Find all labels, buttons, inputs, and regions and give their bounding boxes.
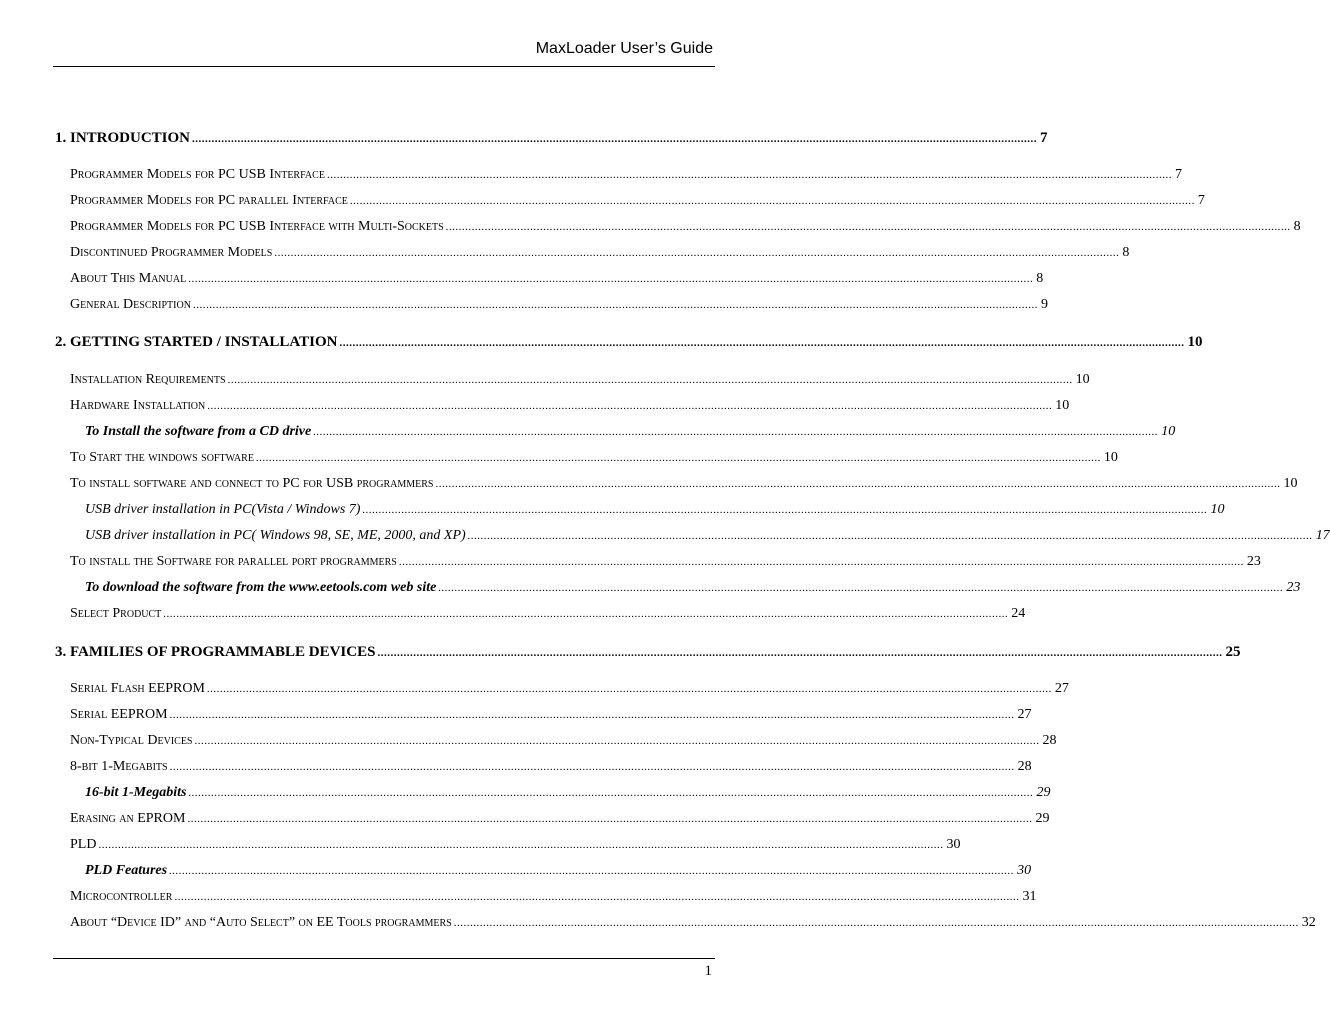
toc-chapter-entry[interactable]	[55, 644, 1241, 661]
toc-dot-leader: ....................................................................................................................................................................................................................................................................	[274, 247, 1120, 259]
toc-subsection-entry[interactable]	[85, 785, 1051, 801]
toc-section-entry[interactable]	[70, 837, 961, 853]
toc-dot-leader: ....................................................................................................................................................................................................................................................................	[187, 813, 1033, 825]
toc-entry-page: 27	[1017, 707, 1032, 722]
toc-entry-title: To Start the windows software	[70, 450, 254, 465]
toc-entry-title: 1. INTRODUCTION	[55, 130, 191, 146]
toc-entry-title: To Install the software from a CD drive	[85, 424, 312, 439]
toc-dot-leader: ....................................................................................................................................................................................................................................................................	[326, 169, 1172, 181]
toc-entry-page: 28	[1017, 759, 1032, 774]
toc-entry-page: 8	[1036, 271, 1044, 286]
toc-dot-leader: ....................................................................................................................................................................................................................................................................	[174, 891, 1020, 903]
toc-entry-page: 7	[1040, 130, 1048, 146]
toc-entry-title: About This Manual	[70, 271, 187, 286]
toc-entry-page: 25	[1225, 644, 1241, 660]
toc-entry-title: Programmer Models for PC USB Interface with Multi-Sockets	[70, 219, 444, 234]
toc-dot-leader: ....................................................................................................................................................................................................................................................................	[339, 337, 1185, 349]
toc-entry-page: 10	[1103, 450, 1118, 465]
toc-entry-title: Programmer Models for PC parallel Interface	[70, 193, 348, 208]
toc-entry-title: Serial Flash EEPROM	[70, 681, 205, 696]
toc-entry-title: USB driver installation in PC( Windows 98, SE, ME, 2000, and XP)	[85, 528, 466, 543]
toc-entry-title: 8-bit 1-Megabits	[70, 759, 168, 774]
toc-section-entry[interactable]	[70, 681, 1069, 697]
toc-entry-title: 2. GETTING STARTED / INSTALLATION	[55, 334, 338, 350]
toc-entry-title: PLD Features	[85, 863, 168, 878]
toc-dot-leader: ....................................................................................................................................................................................................................................................................	[453, 917, 1299, 929]
toc-chapter-entry[interactable]	[55, 130, 1048, 147]
toc-dot-leader: ....................................................................................................................................................................................................................................................................	[192, 299, 1038, 311]
toc-dot-leader: ....................................................................................................................................................................................................................................................................	[163, 608, 1009, 620]
toc-dot-leader: ....................................................................................................................................................................................................................................................................	[377, 647, 1223, 659]
toc-section-entry[interactable]	[70, 811, 1050, 827]
toc-dot-leader: ....................................................................................................................................................................................................................................................................	[169, 709, 1015, 721]
toc-entry-title: General Description	[70, 297, 191, 312]
toc-section-entry[interactable]	[70, 476, 1298, 492]
toc-section-entry[interactable]	[70, 245, 1130, 261]
toc-dot-leader: ....................................................................................................................................................................................................................................................................	[349, 195, 1195, 207]
toc-entry-page: 10	[1283, 476, 1298, 491]
toc-entry-page: 28	[1042, 733, 1057, 748]
toc-dot-leader: ....................................................................................................................................................................................................................................................................	[169, 761, 1015, 773]
toc-entry-page: 10	[1210, 502, 1225, 517]
toc-entry-page: 23	[1246, 554, 1261, 569]
toc-subsection-entry[interactable]	[85, 424, 1176, 440]
toc-dot-leader: ....................................................................................................................................................................................................................................................................	[194, 735, 1040, 747]
toc-subsection-entry[interactable]	[85, 863, 1032, 879]
toc-dot-leader: ....................................................................................................................................................................................................................................................................	[169, 865, 1015, 877]
toc-entry-title: USB driver installation in PC(Vista / Windows 7)	[85, 502, 361, 517]
toc-entry-title: Discontinued Programmer Models	[70, 245, 273, 260]
toc-entry-title: Hardware Installation	[70, 398, 206, 413]
toc-dot-leader: ....................................................................................................................................................................................................................................................................	[313, 426, 1159, 438]
toc-entry-page: 8	[1293, 219, 1301, 234]
toc-entry-title: Microcontroller	[70, 889, 173, 904]
footer-page-number: 1	[704, 963, 712, 979]
toc-dot-leader: ....................................................................................................................................................................................................................................................................	[98, 839, 944, 851]
toc-dot-leader: ....................................................................................................................................................................................................................................................................	[445, 221, 1291, 233]
toc-entry-page: 29	[1035, 811, 1050, 826]
toc-dot-leader: ....................................................................................................................................................................................................................................................................	[467, 530, 1313, 542]
toc-section-entry[interactable]	[70, 271, 1044, 287]
toc-dot-leader: ....................................................................................................................................................................................................................................................................	[192, 133, 1038, 145]
toc-dot-leader: ....................................................................................................................................................................................................................................................................	[227, 374, 1073, 386]
toc-entry-page: 7	[1197, 193, 1205, 208]
toc-entry-title: To download the software from the www.eetools.com web site	[85, 580, 437, 595]
toc-section-entry[interactable]	[70, 167, 1182, 183]
toc-entry-page: 24	[1011, 606, 1026, 621]
toc-dot-leader: ....................................................................................................................................................................................................................................................................	[206, 683, 1052, 695]
toc-entry-page: 10	[1055, 398, 1070, 413]
toc-dot-leader: ....................................................................................................................................................................................................................................................................	[398, 556, 1244, 568]
toc-entry-page: 29	[1036, 785, 1051, 800]
toc-entry-page: 17	[1315, 528, 1330, 543]
toc-entry-page: 32	[1301, 915, 1316, 930]
toc-entry-page: 7	[1174, 167, 1182, 182]
toc-section-entry[interactable]	[70, 759, 1032, 775]
header-brand: MaxLoader	[535, 40, 616, 57]
toc-entry-title: 3. FAMILIES OF PROGRAMMABLE DEVICES	[55, 644, 376, 660]
toc-section-entry[interactable]	[70, 398, 1070, 414]
toc-entry-page: 30	[1017, 863, 1032, 878]
toc-entry-page: 31	[1022, 889, 1037, 904]
toc-chapter-entry[interactable]	[55, 334, 1203, 351]
toc-entry-page: 10	[1161, 424, 1176, 439]
toc-dot-leader: ....................................................................................................................................................................................................................................................................	[435, 478, 1281, 490]
toc-entry-title: Serial EEPROM	[70, 707, 168, 722]
toc-subsection-entry[interactable]	[85, 580, 1301, 596]
toc-dot-leader: ....................................................................................................................................................................................................................................................................	[362, 504, 1208, 516]
toc-section-entry[interactable]	[70, 297, 1048, 313]
toc-entry-title: PLD	[70, 837, 97, 852]
toc-section-entry[interactable]	[70, 193, 1205, 209]
toc-entry-page: 30	[946, 837, 961, 852]
toc-section-entry[interactable]	[70, 915, 1316, 931]
toc-entry-page: 9	[1040, 297, 1048, 312]
toc-section-entry[interactable]	[70, 554, 1261, 570]
toc-section-entry[interactable]	[70, 450, 1118, 466]
toc-subsection-entry[interactable]	[85, 502, 1225, 518]
toc-entry-page: 10	[1075, 372, 1090, 387]
toc-section-entry[interactable]	[70, 889, 1037, 905]
toc-entry-title: Non-Typical Devices	[70, 733, 193, 748]
toc-section-entry[interactable]	[70, 733, 1057, 749]
toc-dot-leader: ....................................................................................................................................................................................................................................................................	[255, 452, 1101, 464]
header-guide: User’s Guide	[615, 40, 713, 57]
toc-section-entry[interactable]	[70, 372, 1090, 388]
toc-entry-page: 8	[1122, 245, 1130, 260]
toc-entry-title: To install software and connect to PC for USB programmers	[70, 476, 434, 491]
toc-entry-title: To install the Software for parallel port programmers	[70, 554, 397, 569]
toc-entry-page: 23	[1286, 580, 1301, 595]
toc-section-entry[interactable]	[70, 606, 1026, 622]
toc-section-entry[interactable]	[70, 707, 1032, 723]
toc-dot-leader: ....................................................................................................................................................................................................................................................................	[207, 400, 1053, 412]
toc-dot-leader: ....................................................................................................................................................................................................................................................................	[188, 273, 1034, 285]
toc-section-entry[interactable]	[70, 219, 1301, 235]
toc-entry-title: Programmer Models for PC USB Interface	[70, 167, 325, 182]
toc-entry-title: Installation Requirements	[70, 372, 226, 387]
toc-entry-page: 10	[1187, 334, 1203, 350]
toc-entry-title: 16-bit 1-Megabits	[85, 785, 187, 800]
toc-entry-page: 27	[1054, 681, 1069, 696]
toc-entry-title: Erasing an EPROM	[70, 811, 186, 826]
toc-dot-leader: ....................................................................................................................................................................................................................................................................	[188, 787, 1034, 799]
footer-rule	[53, 958, 715, 959]
toc-dot-leader: ....................................................................................................................................................................................................................................................................	[438, 582, 1284, 594]
toc-subsection-entry[interactable]	[85, 528, 1330, 544]
toc-entry-title: About “Device ID” and “Auto Select” on EE Tools programmers	[70, 915, 452, 930]
toc-entry-title: Select Product	[70, 606, 162, 621]
